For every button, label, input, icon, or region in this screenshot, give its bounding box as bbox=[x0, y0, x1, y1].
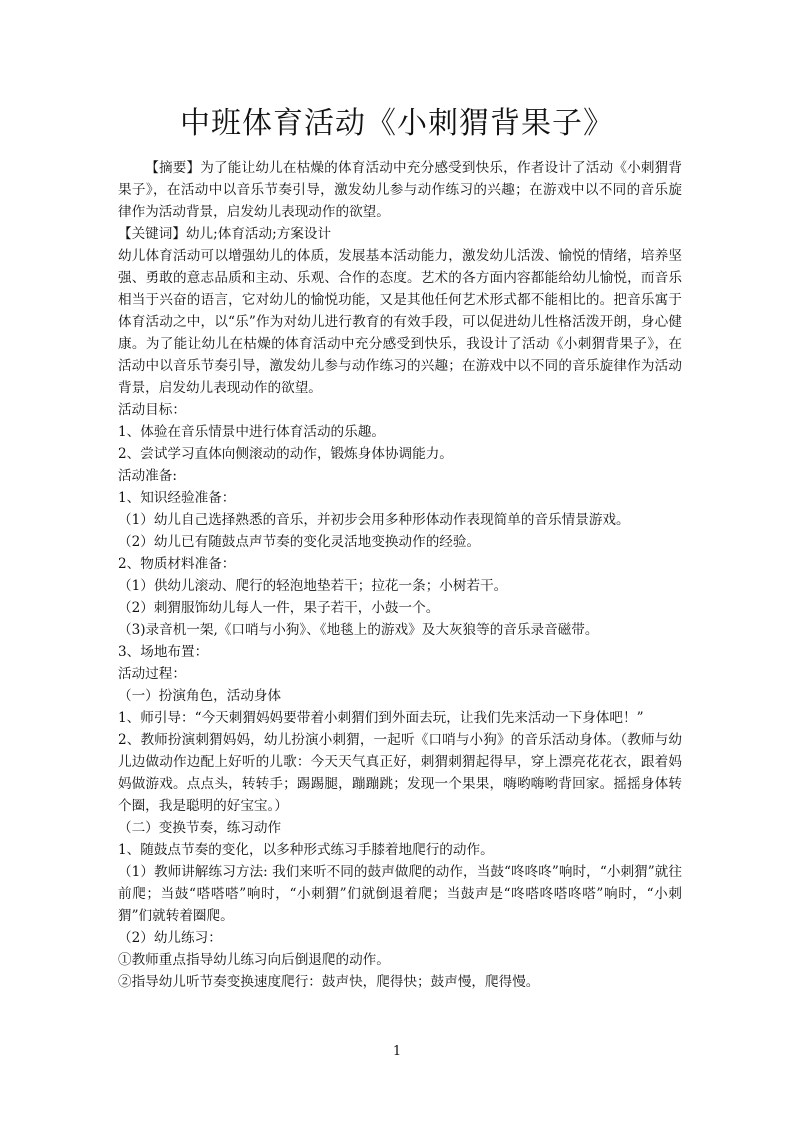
step-subitem: （2）幼儿练习： bbox=[118, 930, 222, 946]
step-subitem: ②指导幼儿听节奏变换速度爬行：鼓声快，爬得快；鼓声慢，爬得慢。 bbox=[118, 974, 540, 990]
process-heading: 活动过程： bbox=[118, 666, 186, 682]
step-item: 1、师引导：“今天刺猬妈妈要带着小刺猬们到外面去玩，让我们先来活动一下身体吧！” bbox=[118, 710, 644, 726]
goal-item: 1、体验在音乐情景中进行体育活动的乐趣。 bbox=[118, 424, 385, 440]
prep-item: 1、知识经验准备： bbox=[118, 490, 236, 506]
step-heading: （二）变换节奏，练习动作 bbox=[118, 820, 282, 836]
step-item: 1、随鼓点节奏的变化，以多种形式练习手膝着地爬行的动作。 bbox=[118, 842, 494, 858]
page-number: 1 bbox=[392, 1044, 402, 1059]
prep-subitem: （2）刺猬服饰幼儿每人一件，果子若干，小鼓一个。 bbox=[118, 600, 440, 616]
prep-item: 2、物质材料准备： bbox=[118, 556, 236, 572]
step-subitem: ①教师重点指导幼儿练习向后倒退爬的动作。 bbox=[118, 952, 390, 968]
document-title: 中班体育活动《小刺猬背果子》 bbox=[180, 106, 614, 141]
prep-subitem: （3)录音机一架,《口哨与小狗》、《地毯上的游戏》及大灰狼等的音乐录音磁带。 bbox=[118, 622, 599, 638]
goal-item: 2、尝试学习直体向侧滚动的动作，锻炼身体协调能力。 bbox=[118, 446, 453, 462]
prep-heading: 活动准备: bbox=[118, 468, 177, 484]
keywords-line: 【关键词】幼儿;体育活动;方案设计 bbox=[118, 226, 332, 242]
step-subitem: （1）教师讲解练习方法: 我们来听不同的鼓声做爬的动作，当鼓“咚咚咚”响时，“小刺猬”就往前爬；当鼓“嗒嗒嗒”响时，“小刺猬”们就倒退着爬；当鼓声是“咚嗒咚嗒咚嗒”响时，“小刺猬”们就转着圈爬。 bbox=[118, 864, 682, 924]
goals-heading: 活动目标： bbox=[118, 402, 186, 418]
abstract-paragraph: 【摘要】为了能让幼儿在枯燥的体育活动中充分感受到快乐，作者设计了活动《小刺猬背果子》，在活动中以音乐节奏引导，激发幼儿参与动作练习的兴趣；在游戏中以不同的音乐旋律作为活动背景，启发幼儿表现动作的欲望。 bbox=[118, 160, 682, 220]
prep-subitem: （2）幼儿已有随鼓点声节奏的变化灵活地变换动作的经验。 bbox=[118, 534, 481, 550]
prep-subitem: （1）幼儿自己选择熟悉的音乐，并初步会用多种形体动作表现简单的音乐情景游戏。 bbox=[118, 512, 630, 528]
document-body bbox=[118, 157, 682, 993]
prep-subitem: （1）供幼儿滚动、爬行的轻泡地垫若干；拉花一条；小树若干。 bbox=[118, 578, 508, 594]
intro-paragraph: 幼儿体育活动可以增强幼儿的体质，发展基本活动能力，激发幼儿活泼、愉悦的情绪，培养坚强、勇敢的意志品质和主动、乐观、合作的态度。艺术的各方面内容都能给幼儿愉悦，而音乐相当于兴奋的语言，它对幼儿的愉悦功能，又是其他任何艺术形式都不能相比的。把音乐寓于体育活动之中，以“乐”作为对幼儿进行教育的有效手段，可以促进幼儿性格活泼开朗，身心健康。为了能让幼儿在枯燥的体育活动中充分感受到快乐，我设计了活动《小刺猬背果子》，在活动中以音乐节奏引导，激发幼儿参与动作练习的兴趣；在游戏中以不同的音乐旋律作为活动背景，启发幼儿表现动作的欲望。 bbox=[118, 248, 682, 396]
step-item: 2、教师扮演刺猬妈妈，幼儿扮演小刺猬，一起听《口哨与小狗》的音乐活动身体。（教师与幼儿边做动作边配上好听的儿歌：今天天气真正好，刺猬刺猬起得早，穿上漂亮花花衣，跟着妈妈做游戏。点点头，转转手；踢踢腿，蹦蹦跳；发现一个果果，嗨哟嗨哟背回家。摇摇身体转个圈，我是聪明的好宝宝。） bbox=[118, 732, 682, 814]
prep-item: 3、场地布置： bbox=[118, 644, 209, 660]
step-heading: （一）扮演角色，活动身体 bbox=[118, 688, 282, 704]
